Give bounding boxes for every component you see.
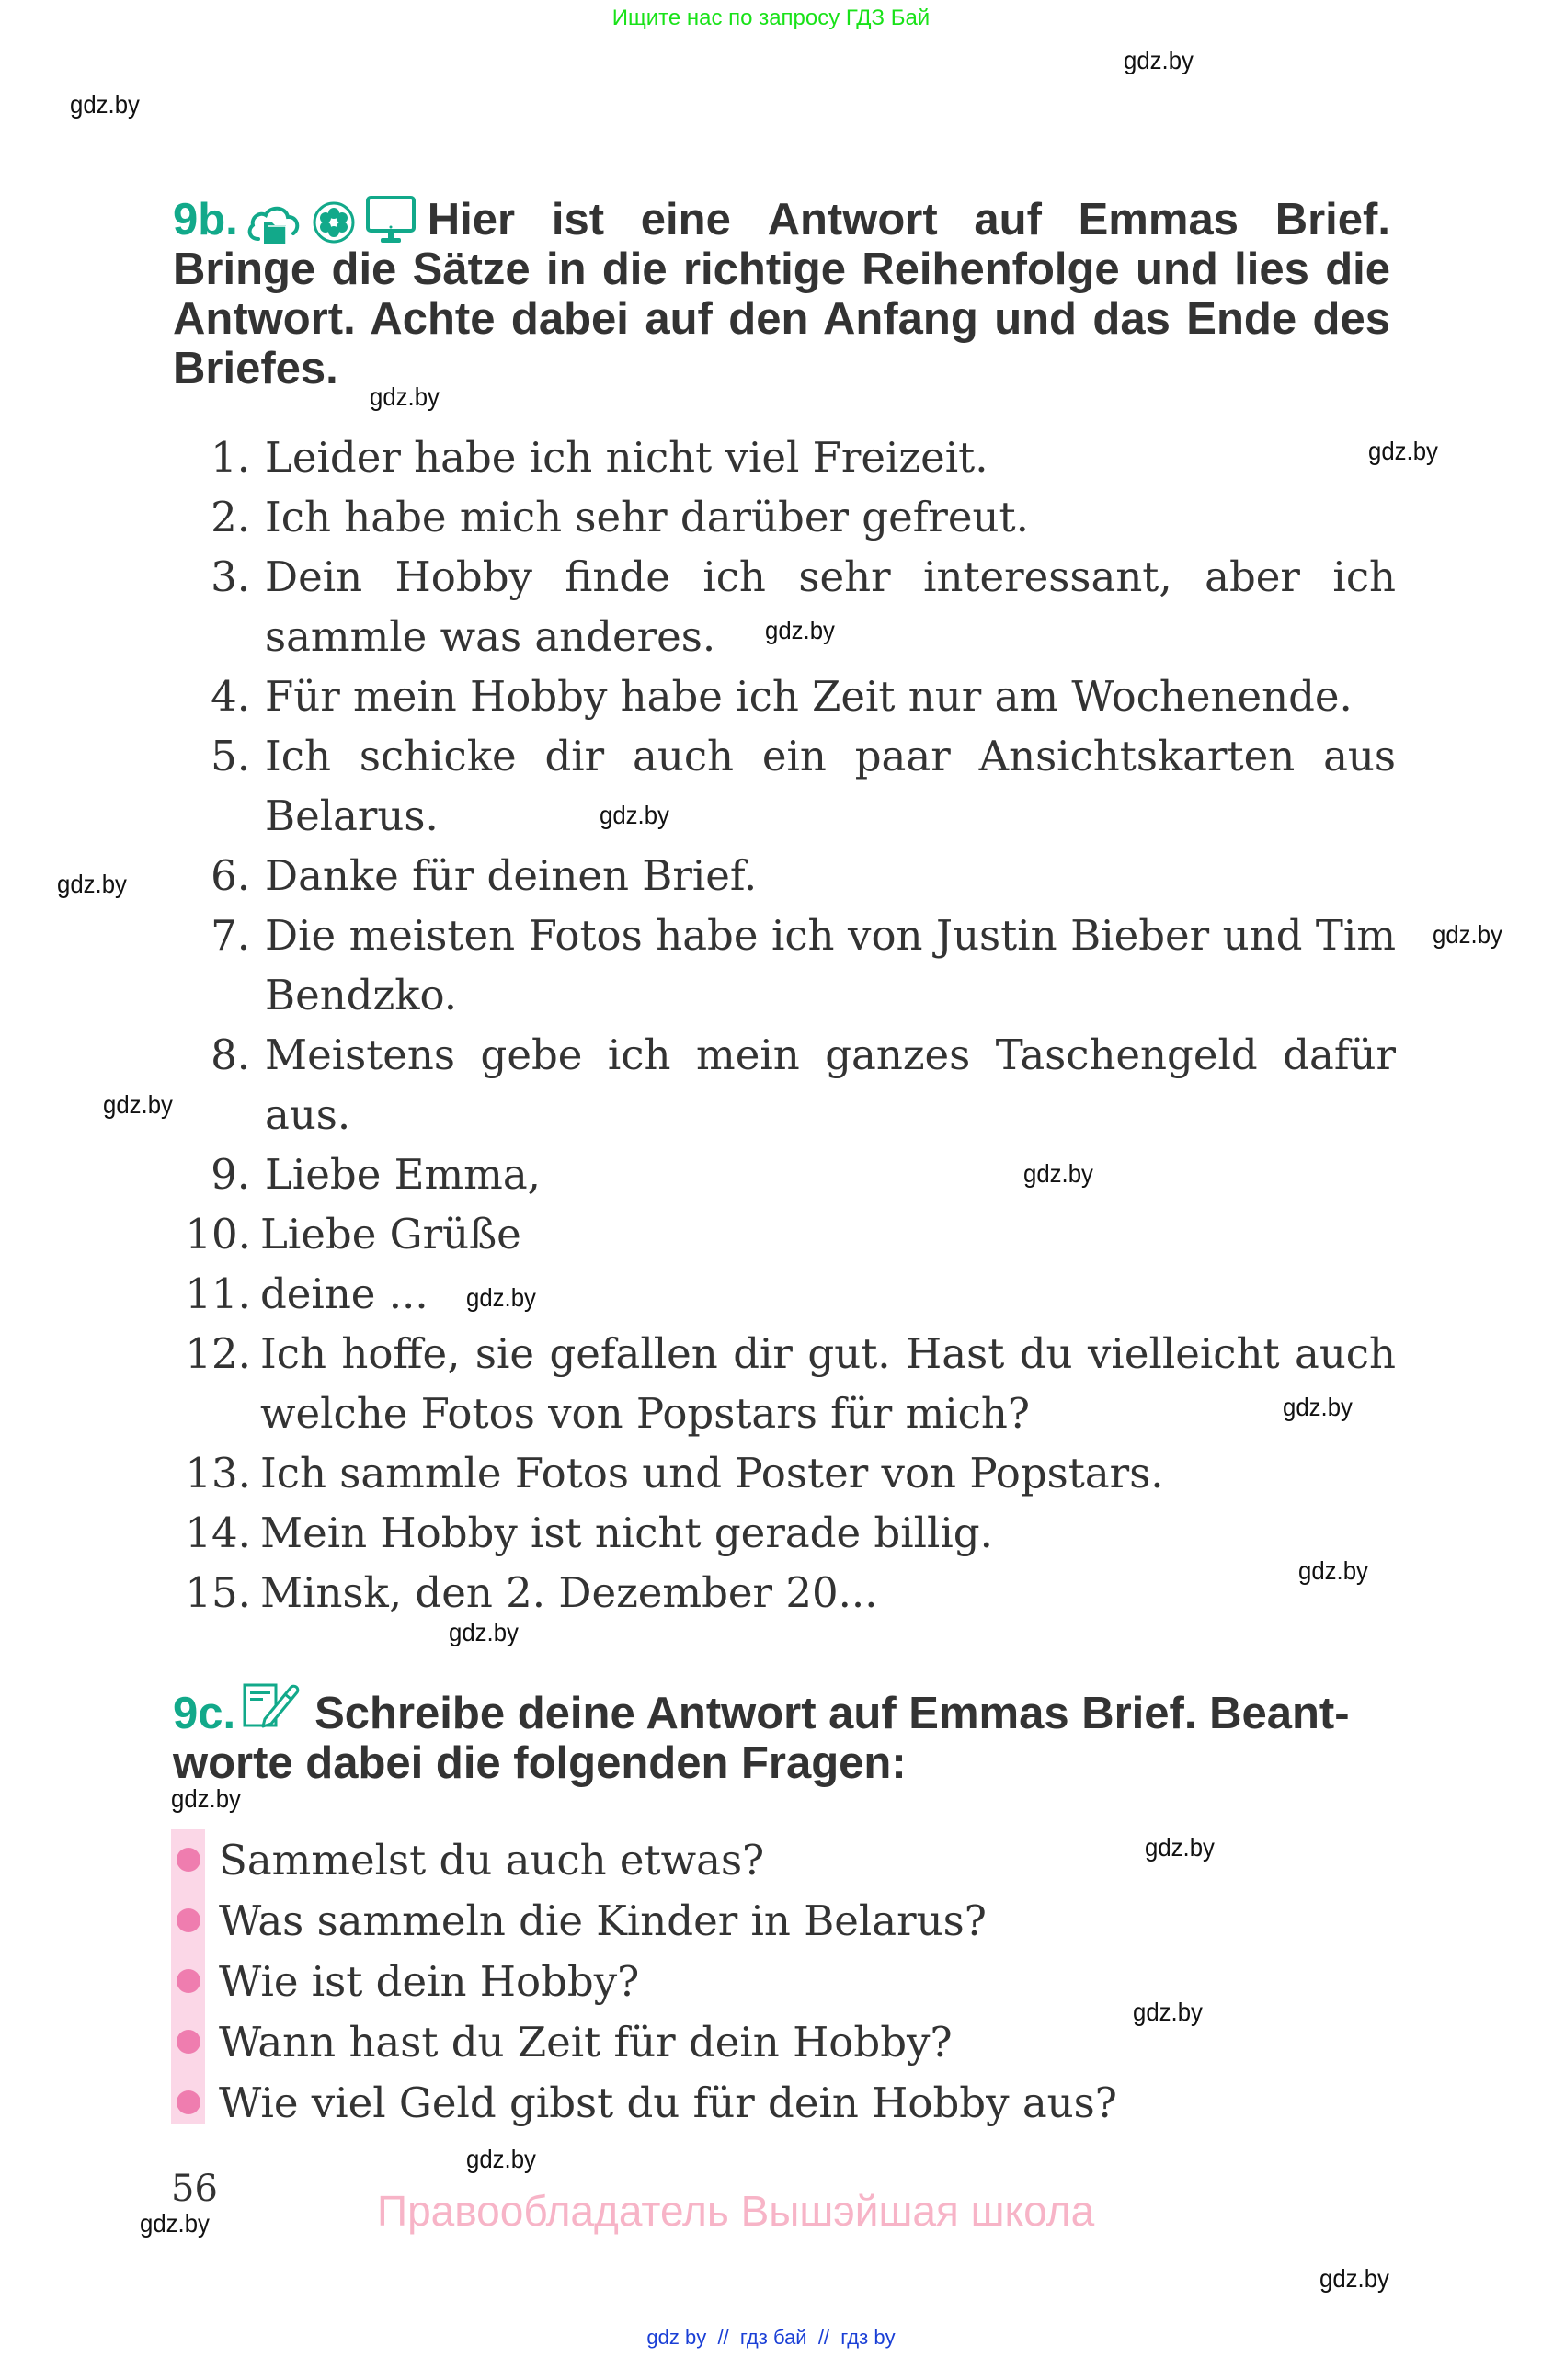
gdz-watermark: gdz.by — [1145, 1833, 1215, 1862]
exercise-title-line4: Briefes. — [173, 344, 338, 393]
exercise-title-line2: Bringe die Sätze in die richtige Reihenfolge und lies die — [173, 245, 1390, 294]
exercise-title-line1 — [428, 195, 1390, 245]
item-number: 11. — [185, 1270, 251, 1318]
copyright-watermark: Правообладатель Вышэйшая школа — [377, 2187, 1095, 2235]
exercise-number: 9b. — [173, 195, 238, 245]
gdz-watermark: gdz.by — [171, 1784, 241, 1813]
item-text: Die meisten Fotos habe ich von Justin Bieber und Tim Bendzko. — [265, 911, 1396, 1019]
title-word: Antwort — [767, 195, 938, 245]
bullet-icon — [177, 2090, 200, 2114]
item-number: 9. — [211, 1150, 250, 1199]
title-word: eine — [640, 195, 731, 245]
gdz-watermark: gdz.by — [1124, 46, 1194, 74]
gdz-watermark: gdz.by — [1023, 1159, 1093, 1188]
exercise-title-line2: worte dabei die folgenden Fragen: — [173, 1738, 907, 1788]
item-text: Für mein Hobby habe ich Zeit nur am Wochenende. — [265, 672, 1353, 721]
sentence-list — [173, 427, 1396, 1623]
gdz-watermark: gdz.by — [765, 616, 835, 644]
question-item — [171, 1951, 1117, 2011]
bullet-icon — [177, 1848, 200, 1872]
list-item — [173, 846, 1396, 905]
bullet-icon — [177, 1908, 200, 1932]
gdz-watermark: gdz.by — [449, 1618, 519, 1646]
item-text: Minsk, den 2. Dezember 20... — [260, 1568, 878, 1617]
question-item — [171, 2011, 1117, 2072]
item-number: 14. — [185, 1509, 251, 1557]
bullet-icon — [177, 1969, 200, 1993]
list-item — [173, 1324, 1396, 1443]
footer-links[interactable]: gdz by // гдз бай // гдз by — [646, 2326, 896, 2349]
list-item — [173, 726, 1396, 846]
list-item — [173, 487, 1396, 547]
question-text: Sammelst du auch etwas? — [219, 1835, 765, 1885]
cloud-folder-icon — [246, 202, 303, 245]
item-number: 8. — [211, 1031, 250, 1079]
exercise-title-line1: Schreibe deine Antwort auf Emmas Brief. Beant- — [314, 1689, 1350, 1738]
search-banner: Ищите нас по запросу ГДЗ Бай — [611, 6, 931, 30]
title-word: auf — [974, 195, 1042, 245]
gdz-watermark: gdz.by — [1433, 920, 1502, 949]
title-word: ist — [551, 195, 605, 245]
item-text: Leider habe ich nicht viel Freizeit. — [265, 433, 988, 482]
exercise-9c-heading — [173, 1682, 1390, 1788]
item-text: Danke für deinen Brief. — [265, 851, 758, 900]
item-number: 15. — [185, 1568, 251, 1617]
item-text: Dein Hobby finde ich sehr interessant, aber ich sammle was anderes. — [265, 552, 1396, 661]
gdz-watermark: gdz.by — [466, 2145, 536, 2173]
title-word: Emmas — [1078, 195, 1239, 245]
item-number: 6. — [211, 851, 250, 900]
gdz-watermark: gdz.by — [57, 870, 127, 898]
question-text: Wann hast du Zeit für dein Hobby? — [219, 2017, 953, 2067]
gdz-watermark: gdz.by — [103, 1090, 173, 1119]
gdz-watermark: gdz.by — [1133, 1998, 1203, 2026]
bullet-icon — [177, 2030, 200, 2054]
item-text: Liebe Grüße — [260, 1210, 521, 1258]
list-item — [173, 1264, 1396, 1324]
gdz-watermark: gdz.by — [466, 1283, 536, 1312]
list-item — [173, 1025, 1396, 1144]
item-number: 1. — [211, 433, 250, 482]
flower-icon — [312, 200, 356, 245]
monitor-icon — [365, 195, 417, 245]
list-item — [173, 1563, 1396, 1623]
list-item — [173, 547, 1396, 666]
gdz-watermark: gdz.by — [140, 2209, 210, 2238]
item-number: 12. — [185, 1329, 251, 1378]
page-number: 56 — [171, 2168, 218, 2210]
item-text: Meistens gebe ich mein ganzes Taschengeld dafür aus. — [265, 1031, 1396, 1139]
gdz-watermark: gdz.by — [1319, 2264, 1389, 2293]
question-item — [171, 2072, 1117, 2133]
item-number: 7. — [211, 911, 250, 960]
item-number: 2. — [211, 493, 250, 541]
item-number: 4. — [211, 672, 250, 721]
item-text: Ich sammle Fotos und Poster von Popstars. — [260, 1449, 1164, 1497]
gdz-watermark: gdz.by — [70, 90, 140, 119]
item-number: 13. — [185, 1449, 251, 1497]
exercise-number: 9c. — [173, 1689, 236, 1738]
question-text: Was sammeln die Kinder in Belarus? — [219, 1896, 987, 1945]
question-text: Wie ist dein Hobby? — [219, 1956, 640, 2006]
item-number: 10. — [185, 1210, 251, 1258]
item-text: Liebe Emma, — [265, 1150, 541, 1199]
item-text: Ich schicke dir auch ein paar Ansichtskarten aus Belarus. — [265, 732, 1396, 840]
title-word: Hier — [427, 195, 516, 245]
gdz-watermark: gdz.by — [600, 801, 669, 829]
question-list — [171, 1829, 1117, 2133]
list-item — [173, 427, 1396, 487]
gdz-watermark: gdz.by — [1368, 437, 1438, 465]
title-word: Brief. — [1274, 195, 1390, 245]
exercise-title-line3: Antwort. Achte dabei auf den Anfang und das Ende des — [173, 294, 1390, 344]
item-text: Ich hoffe, sie gefallen dir gut. Hast du vielleicht auch welche Fotos von Popstars für mich? — [260, 1329, 1396, 1438]
item-text: Mein Hobby ist nicht gerade billig. — [260, 1509, 993, 1557]
list-item — [173, 1144, 1396, 1204]
write-pen-icon — [243, 1682, 302, 1738]
list-item — [173, 1503, 1396, 1563]
exercise-9b-heading — [173, 195, 1390, 393]
question-text: Wie viel Geld gibst du für dein Hobby aus? — [219, 2078, 1117, 2127]
list-item — [173, 1443, 1396, 1503]
gdz-watermark: gdz.by — [370, 382, 440, 411]
item-text: Ich habe mich sehr darüber gefreut. — [265, 493, 1029, 541]
question-item — [171, 1829, 1117, 1890]
question-item — [171, 1890, 1117, 1951]
list-item — [173, 905, 1396, 1025]
list-item — [173, 666, 1396, 726]
item-number: 5. — [211, 732, 250, 780]
item-number: 3. — [211, 552, 250, 601]
item-text: deine ... — [260, 1270, 428, 1318]
gdz-watermark: gdz.by — [1283, 1393, 1353, 1421]
gdz-watermark: gdz.by — [1298, 1556, 1368, 1585]
list-item — [173, 1204, 1396, 1264]
